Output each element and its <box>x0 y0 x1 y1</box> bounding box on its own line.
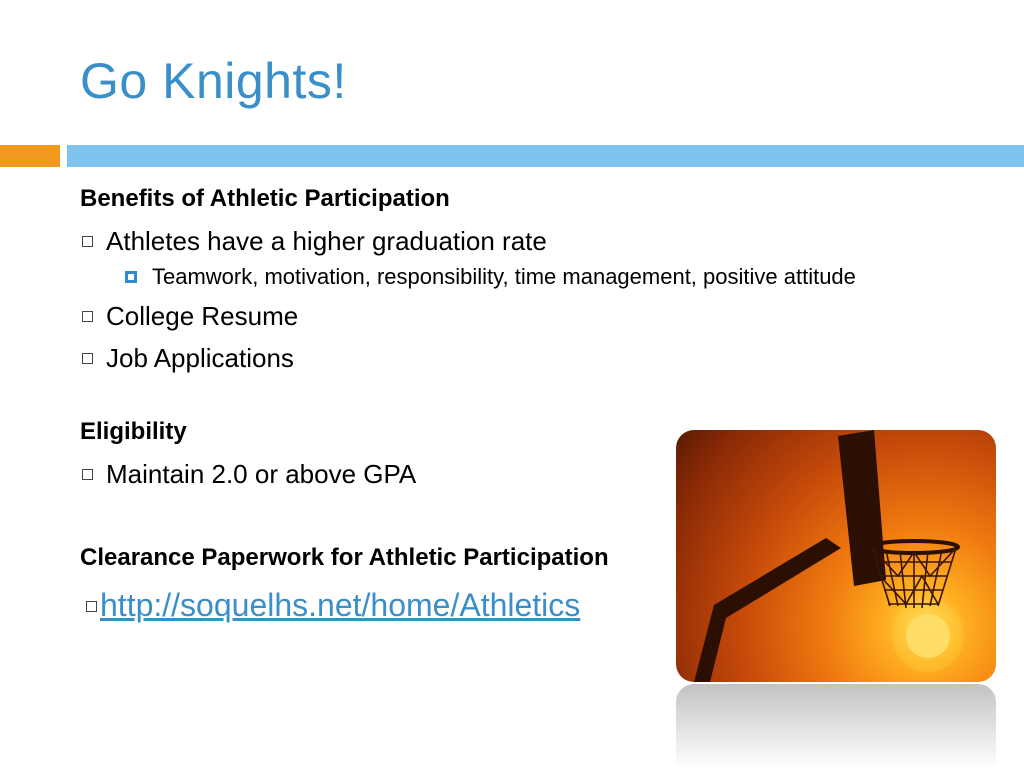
square-bullet-icon <box>82 469 93 480</box>
benefits-heading: Benefits of Athletic Participation <box>80 185 450 212</box>
square-bullet-icon <box>125 271 137 283</box>
image-reflection <box>676 684 996 768</box>
accent-bar-blue <box>67 145 1024 167</box>
list-item <box>80 224 900 258</box>
slide-title: Go Knights! <box>80 53 347 109</box>
square-bullet-icon <box>86 601 97 612</box>
square-bullet-icon <box>82 353 93 364</box>
list-item-text: Job Applications <box>106 343 294 373</box>
slide-content <box>80 182 900 625</box>
list-item-text: Athletes have a higher graduation rate <box>106 226 547 256</box>
square-bullet-icon <box>82 236 93 247</box>
list-item <box>80 341 900 375</box>
list-item-text: Maintain 2.0 or above GPA <box>106 459 417 489</box>
list-item <box>80 299 900 333</box>
list-item-text: College Resume <box>106 301 299 331</box>
clearance-heading: Clearance Paperwork for Athletic Participation <box>80 544 609 571</box>
athletics-link[interactable]: http://soquelhs.net/home/Athletics <box>100 587 581 623</box>
sub-list-item-text: Teamwork, motivation, responsibility, time management, positive attitude <box>152 264 856 289</box>
spacer <box>80 375 900 415</box>
square-bullet-icon <box>82 311 93 322</box>
eligibility-heading: Eligibility <box>80 418 187 445</box>
accent-bar-orange <box>0 145 60 167</box>
sub-list-item <box>125 262 912 291</box>
